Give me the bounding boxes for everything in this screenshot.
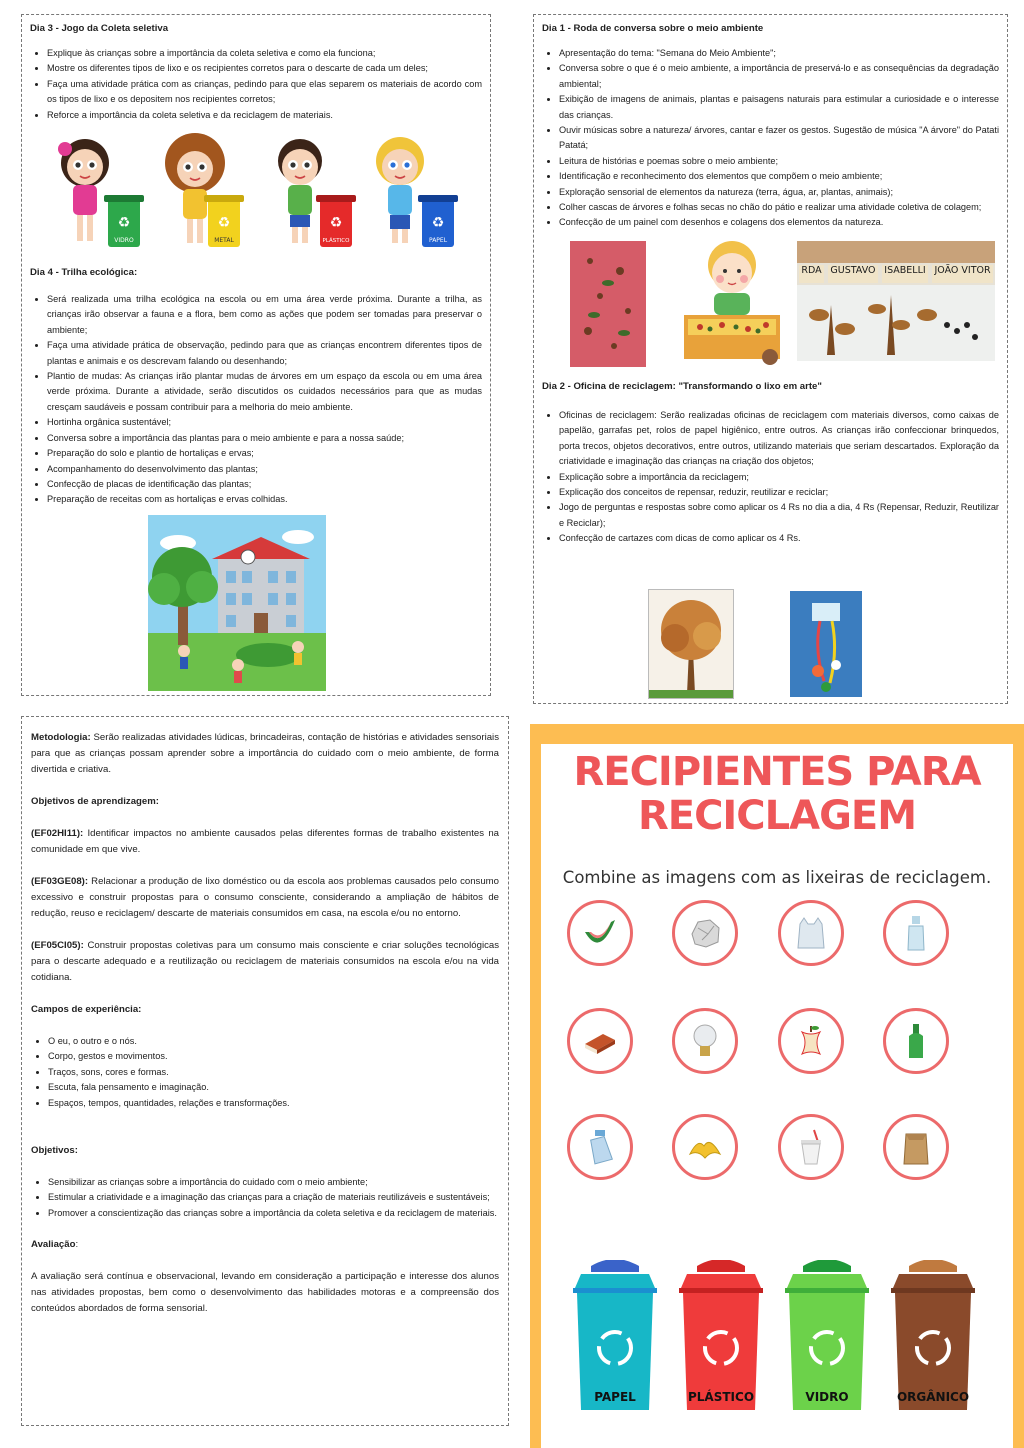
list-item: • Faça uma atividade prática de observação, pedindo para que as crianças encontrem diferentes tipos de plantas e animais e os descrevam falando ou desenhando; (47, 338, 482, 369)
list-item: • Será realizada uma trilha ecológica na escola ou em uma área verde próxima. Durante a trilha, as crianças irão observar a fauna e a flora, bem como as ações que podem ser tomadas para preservar o ambiente; (47, 292, 482, 338)
list-item: • O eu, o outro e o nós. (48, 1034, 499, 1049)
day4-title: Dia 4 - Trilha ecológica: (30, 267, 138, 279)
list-item: • Faça uma atividade prática com as crianças, pedindo para que elas separem os materiais de acordo com os tipos de lixo e os depositem nos recipientes corretos; (47, 77, 482, 108)
crumpled-paper-icon[interactable] (672, 900, 738, 966)
nature-collage-photo (797, 241, 995, 361)
list-item: • Mostre os diferentes tipos de lixo e os recipientes corretos para o descarte de cada um deles; (47, 61, 482, 76)
recycled-toy-photo (790, 591, 862, 697)
list-item: • Jogo de perguntas e respostas sobre como aplicar os 4 Rs no dia a dia, 4 Rs (Repensar, Reduzir, Reutilizar e Reciclar); (559, 500, 999, 531)
objetivos-list (31, 1175, 499, 1221)
svg-text:♻: ♻ (117, 214, 131, 231)
day4-list (30, 292, 482, 508)
list-item: • Conversa sobre o que é o meio ambiente, a importância de preservá-lo e as consequências da degradação ambiental; (559, 61, 999, 92)
list-item: • Explicação sobre a importância da reciclagem; (559, 470, 999, 485)
list-item: • Exploração sensorial de elementos da natureza (terra, água, ar, plantas, animais); (559, 185, 999, 200)
avaliacao-label: Avaliação (31, 1239, 76, 1251)
day1-title: Dia 1 - Roda de conversa sobre o meio ambiente (542, 23, 764, 34)
paper-bag-icon[interactable] (883, 1114, 949, 1180)
bncc-code: (EF03GE08): (31, 876, 89, 887)
recycling-bin-plastico[interactable] (675, 1260, 767, 1410)
list-item: • Explique às crianças sobre a importância da coleta seletiva e como ela funciona; (47, 46, 482, 61)
list-item: • Confecção de cartazes com dicas de como aplicar os 4 Rs. (559, 531, 999, 546)
list-item: • Confecção de placas de identificação das plantas; (47, 477, 482, 492)
plastic-bag-icon[interactable] (778, 900, 844, 966)
list-item: • Corpo, gestos e movimentos. (48, 1049, 499, 1064)
book-icon[interactable] (567, 1008, 633, 1074)
light-bulb-icon[interactable] (672, 1008, 738, 1074)
list-item: • Traços, sons, cores e formas. (48, 1065, 499, 1080)
photo-name-label: ISABELLI (882, 265, 927, 283)
campos-title: Campos de experiência: (31, 1004, 142, 1015)
list-item: • Colher cascas de árvores e folhas secas no chão do pátio e realizar uma atividade coletiva de colagem; (559, 200, 999, 215)
green-bottle-icon[interactable] (883, 1008, 949, 1074)
leaf-collage-photo (570, 241, 646, 367)
avaliacao-colon: : (75, 1239, 79, 1251)
campos-list (31, 1034, 499, 1111)
list-item: • Preparação de receitas com as hortaliças e ervas colhidas. (47, 492, 482, 507)
poster-subtitle: Combine as imagens com as lixeiras de reciclagem. (562, 868, 992, 887)
avaliacao-text: A avaliação será contínua e observacional, levando em consideração a participação e interesse dos alunos nas atividades propostas, bem como o desenvolvimento das habilidades motoras e a compreensão dos conteúdos abordados de forma sensorial. (31, 1271, 499, 1315)
list-item: • Escuta, fala pensamento e imaginação. (48, 1080, 499, 1095)
day2-title: Dia 2 - Oficina de reciclagem: "Transformando o lixo em arte" (542, 380, 822, 392)
apple-core-icon[interactable] (778, 1008, 844, 1074)
photo-name-label: GUSTAVO (828, 265, 877, 283)
metodologia-text: Serão realizadas atividades lúdicas, brincadeiras, contação de histórias e atividades sensoriais para que as crianças possam aprender sobre a importância do cuidado com o meio ambiente, de forma divertida e criativa. (31, 732, 499, 775)
list-item: • Confecção de um painel com desenhos e colagens dos elementos da natureza. (559, 215, 999, 230)
plastic-cup-icon[interactable] (778, 1114, 844, 1180)
bin-label: VIDRO (114, 237, 134, 245)
list-item: • Preparação do solo e plantio de hortaliças e ervas; (47, 446, 482, 461)
list-item: • Leitura de histórias e poemas sobre o meio ambiente; (559, 154, 999, 169)
metodologia-paragraph (31, 730, 499, 778)
child-sensory-box-illustration (678, 235, 786, 367)
list-item: • Acompanhamento do desenvolvimento das plantas; (47, 462, 482, 477)
list-item: • Hortinha orgânica sustentável; (47, 415, 482, 430)
bin-label: PAPEL (594, 1390, 636, 1404)
svg-text:♻: ♻ (329, 214, 343, 231)
svg-text:♻: ♻ (217, 214, 231, 231)
poster-card (541, 744, 1013, 1448)
recycling-bin-vidro[interactable] (781, 1260, 873, 1410)
bncc-code: (EF02HI11): (31, 828, 84, 839)
panel-day1-day2 (533, 14, 1008, 704)
list-item: • Plantio de mudas: As crianças irão plantar mudas de árvores em um espaço da escola ou em uma área verde próxima. Durante a atividade, serão discutidos os cuidados necessários para que as mudas cresçam saudáveis e possam contribuir para a melhoria do meio ambiente. (47, 369, 482, 415)
poster-title (541, 750, 1013, 838)
list-item: • Ouvir músicas sobre a natureza/ árvores, cantar e fazer os gestos. Sugestão de música "A árvore" do Patati Patatá; (559, 123, 999, 154)
list-item: • Conversa sobre a importância das plantas para o meio ambiente e para a nossa saúde; (47, 431, 482, 446)
bncc-text: Relacionar a produção de lixo doméstico ou da escola aos problemas causados pelo consumo excessivo e construir propostas para o consumo consciente, considerando a ampliação de hábitos de redução, reuso e reciclagem/ descarte de materiais consumidos em casa, na escola e/ou no entorno. (31, 876, 499, 919)
bncc-text: Identificar impactos no ambiente causados pelas diferentes formas de trabalho existentes na comunidade em que vive. (31, 828, 499, 855)
list-item: • Oficinas de reciclagem: Serão realizadas oficinas de reciclagem com materiais diversos, como caixas de papelão, garrafas pet, rolos de papel higiênico, entre outros. As crianças irão confeccionar brinquedos, porta trecos, objetos decorativos, entre outros, utilizando materiais que seriam descartados. Exploração da criatividade e imaginação das crianças na criação dos objetos; (559, 408, 999, 470)
bncc-code: (EF05CI05): (31, 940, 84, 951)
ef02hi11-paragraph (31, 826, 499, 858)
recycling-poster (530, 724, 1024, 1448)
day2-list (542, 408, 999, 547)
bin-label: PAPEL (428, 237, 448, 245)
recycling-bin-papel[interactable] (569, 1260, 661, 1410)
list-item: • Apresentação do tema: "Semana do Meio Ambiente"; (559, 46, 999, 61)
recycling-bin-organico[interactable] (887, 1260, 979, 1410)
kids-recycling-illustration (30, 131, 482, 263)
day1-list (542, 46, 999, 231)
glass-bottle-icon[interactable] (883, 900, 949, 966)
photo-name-label: JOÃO VITOR (932, 265, 992, 283)
watermelon-rind-icon[interactable] (567, 900, 633, 966)
list-item: • Espaços, tempos, quantidades, relações e transformações. (48, 1096, 499, 1111)
bin-label: METAL (214, 237, 234, 245)
panel-day3-day4 (21, 14, 491, 696)
list-item: • Exibição de imagens de animais, plantas e paisagens naturais para estimular a curiosidade e o interesse das crianças. (559, 92, 999, 123)
list-item: • Estimular a criatividade e a imaginação das crianças para a criação de materiais reutilizáveis e sustentáveis; (48, 1190, 499, 1205)
ef03ge08-paragraph (31, 874, 499, 922)
plastic-bottle-icon[interactable] (567, 1114, 633, 1180)
svg-text:♻: ♻ (431, 214, 445, 231)
objetivos-title: Objetivos: (31, 1145, 78, 1157)
panel-lesson-plan (21, 716, 509, 1426)
poster-title-line2: RECICLAGEM (637, 793, 917, 839)
ef05ci05-paragraph (31, 938, 499, 986)
list-item: • Reforce a importância da coleta seletiva e da reciclagem de materiais. (47, 108, 482, 123)
bncc-text: Construir propostas coletivas para um consumo mais consciente e criar soluções tecnológicas para o descarte adequado e a reutilização ou reciclagem de materiais consumidos na escola e/ou na vida cotidiana. (31, 940, 499, 983)
objetivos-aprendizagem-title: Objetivos de aprendizagem: (31, 796, 159, 807)
day3-title: Dia 3 - Jogo da Coleta seletiva (30, 23, 169, 34)
metodologia-label: Metodologia: (31, 732, 91, 743)
avaliacao-title (31, 1237, 499, 1253)
list-item: • Explicação dos conceitos de repensar, reduzir, reutilizar e reciclar; (559, 485, 999, 500)
banana-peel-icon[interactable] (672, 1114, 738, 1180)
poster-title-line1: RECIPIENTES PARA (573, 749, 981, 795)
list-item: • Identificação e reconhecimento dos elementos que compõem o meio ambiente; (559, 169, 999, 184)
bin-label: PLÁSTICO (322, 238, 350, 245)
day1-photos (542, 241, 999, 369)
photo-name-label: RDA (799, 265, 823, 283)
list-item: • Promover a conscientização das crianças sobre a importância da coleta seletiva e da reciclagem de materiais. (48, 1206, 499, 1221)
school-garden-illustration (148, 515, 326, 691)
leaf-tree-art-photo (648, 589, 734, 699)
day3-list (30, 46, 482, 123)
list-item: • Sensibilizar as crianças sobre a importância do cuidado com o meio ambiente; (48, 1175, 499, 1190)
bin-label: ORGÂNICO (896, 1390, 970, 1404)
bin-label: VIDRO (805, 1390, 849, 1404)
bin-label: PLÁSTICO (687, 1390, 755, 1404)
